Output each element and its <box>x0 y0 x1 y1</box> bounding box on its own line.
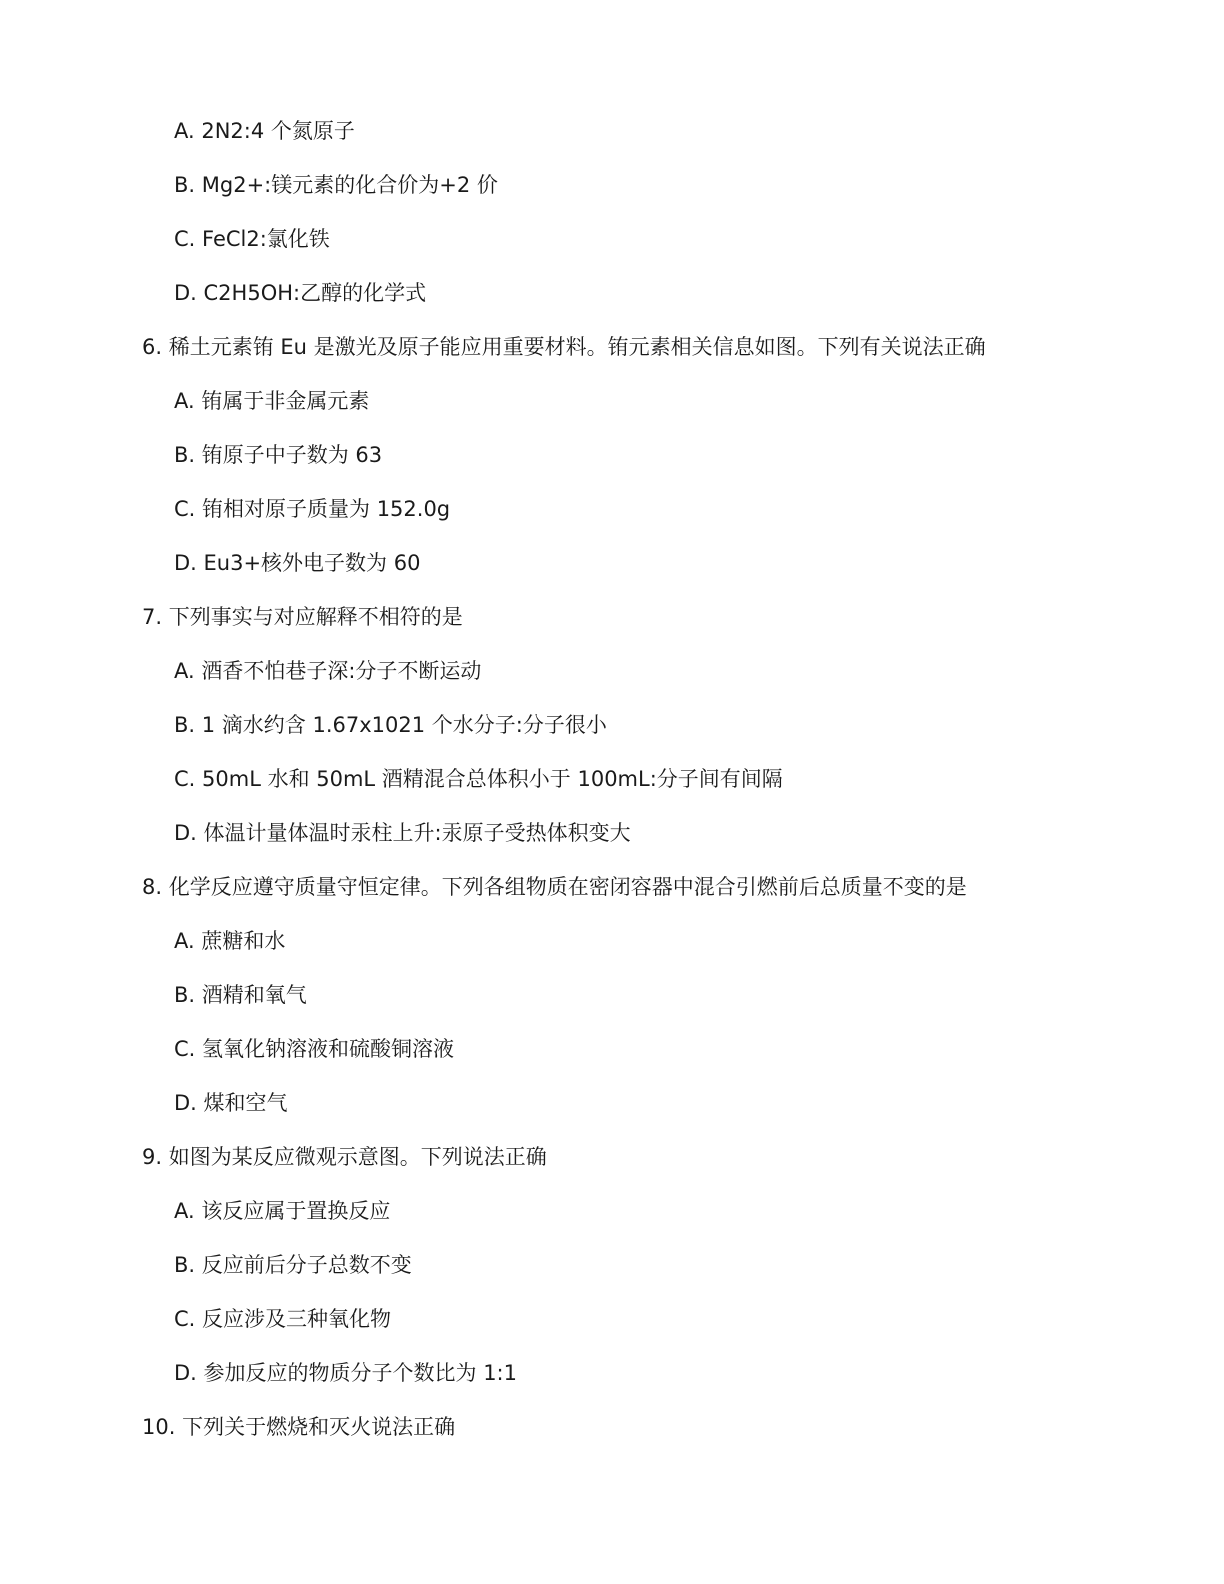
option-6d: D. Eu3+核外电子数为 60 <box>174 551 421 575</box>
question-6: 6. 稀土元素铕 Eu 是激光及原子能应用重要材料。铕元素相关信息如图。下列有关说法正确 <box>142 335 986 359</box>
option-8a: A. 蔗糖和水 <box>174 929 286 953</box>
option-6b: B. 铕原子中子数为 63 <box>174 443 383 467</box>
question-9: 9. 如图为某反应微观示意图。下列说法正确 <box>142 1145 547 1169</box>
option-9d: D. 参加反应的物质分子个数比为 1:1 <box>174 1361 517 1385</box>
option-9a: A. 该反应属于置换反应 <box>174 1199 391 1223</box>
question-8: 8. 化学反应遵守质量守恒定律。下列各组物质在密闭容器中混合引燃前后总质量不变的是 <box>142 875 967 899</box>
option-7d: D. 体温计量体温时汞柱上升:汞原子受热体积变大 <box>174 821 631 845</box>
option-9b: B. 反应前后分子总数不变 <box>174 1253 412 1277</box>
option-6a: A. 铕属于非金属元素 <box>174 389 370 413</box>
option-8b: B. 酒精和氧气 <box>174 983 307 1007</box>
option-7b: B. 1 滴水约含 1.67x1021 个水分子:分子很小 <box>174 713 607 737</box>
option-5a: A. 2N2:4 个氮原子 <box>174 119 355 143</box>
question-10: 10. 下列关于燃烧和灭火说法正确 <box>142 1415 456 1439</box>
option-8d: D. 煤和空气 <box>174 1091 288 1115</box>
option-7a: A. 酒香不怕巷子深:分子不断运动 <box>174 659 482 683</box>
option-9c: C. 反应涉及三种氧化物 <box>174 1307 392 1331</box>
option-6c: C. 铕相对原子质量为 152.0g <box>174 497 451 521</box>
option-5d: D. C2H5OH:乙醇的化学式 <box>174 281 427 305</box>
option-5c: C. FeCl2:氯化铁 <box>174 227 330 251</box>
option-5b: B. Mg2+:镁元素的化合价为+2 价 <box>174 173 498 197</box>
option-8c: C. 氢氧化钠溶液和硫酸铜溶液 <box>174 1037 455 1061</box>
option-7c: C. 50mL 水和 50mL 酒精混合总体积小于 100mL:分子间有间隔 <box>174 767 783 791</box>
question-7: 7. 下列事实与对应解释不相符的是 <box>142 605 463 629</box>
